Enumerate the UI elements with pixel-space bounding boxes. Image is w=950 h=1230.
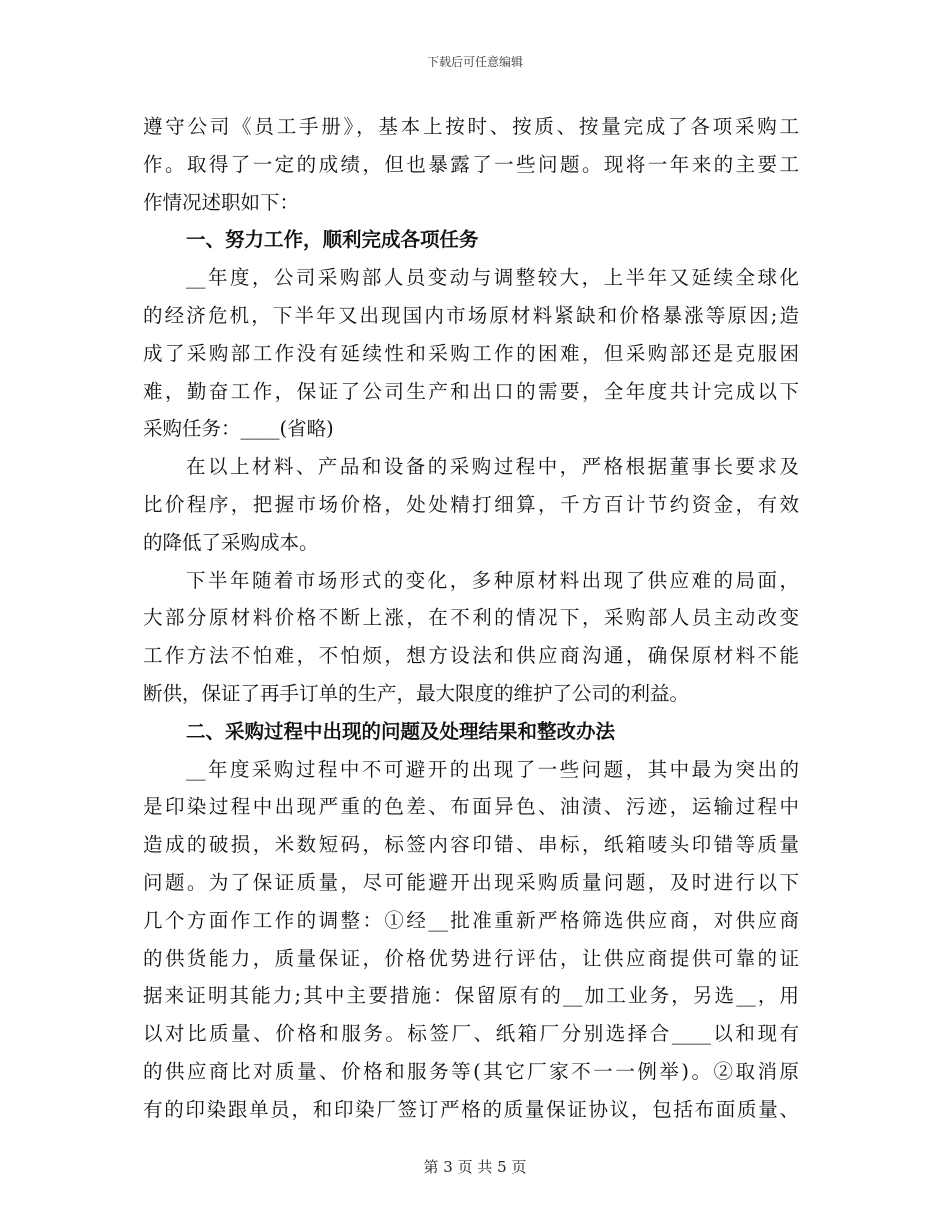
body-line: 作情况述职如下： <box>143 190 300 214</box>
body-line: 的经济危机，下半年又出现国内市场原材料紧缺和价格暴涨等原因;造 <box>143 303 799 327</box>
body-line: 采购任务：____(省略) <box>143 417 334 441</box>
body-line: 几个方面作工作的调整：①经__批准重新严格筛选供应商，对供应商 <box>143 908 799 932</box>
section-heading-2: 二、采购过程中出现的问题及处理结果和整改办法 <box>186 719 616 743</box>
body-line: 断供，保证了再手订单的生产，最大限度的维护了公司的利益。 <box>143 681 690 705</box>
body-line: 大部分原材料价格不断上涨，在不利的情况下，采购部人员主动改变 <box>143 606 799 630</box>
body-line: 比价程序，把握市场价格，处处精打细算，千方百计节约资金，有效 <box>143 492 799 516</box>
body-line: 是印染过程中出现严重的色差、布面异色、油渍、污迹，运输过程中 <box>143 795 799 819</box>
body-line: 造成的破损，米数短码，标签内容印错、串标，纸箱唛头印错等质量 <box>143 833 799 857</box>
body-line: 据来证明其能力;其中主要措施：保留原有的__加工业务，另选__，用 <box>143 984 799 1008</box>
body-line: 的供货能力，质量保证，价格优势进行评估，让供应商提供可靠的证 <box>143 946 799 970</box>
body-line: 难，勤奋工作，保证了公司生产和出口的需要，全年度共计完成以下 <box>143 379 799 403</box>
body-line: 有的印染跟单员，和印染厂签订严格的质量保证协议，包括布面质量、 <box>143 1097 799 1121</box>
body-line: 的降低了采购成本。 <box>143 530 319 554</box>
document-body <box>143 108 799 1129</box>
page-header: 下载后可任意编辑 <box>426 55 523 69</box>
body-line: 的供应商比对质量、价格和服务等(其它厂家不一一例举)。②取消原 <box>143 1059 799 1083</box>
body-line: 工作方法不怕难，不怕烦，想方设法和供应商沟通，确保原材料不能 <box>143 644 799 668</box>
body-line: 下半年随着市场形式的变化，多种原材料出现了供应难的局面， <box>186 568 799 592</box>
body-line: 以对比质量、价格和服务。标签厂、纸箱厂分别选择合____以和现有 <box>143 1022 799 1046</box>
body-line: 遵守公司《员工手册》，基本上按时、按质、按量完成了各项采购工 <box>143 115 799 138</box>
body-line: __年度，公司采购部人员变动与调整较大，上半年又延续全球化 <box>186 266 799 290</box>
body-line: 作。取得了一定的成绩，但也暴露了一些问题。现将一年来的主要工 <box>143 152 799 176</box>
body-line: 问题。为了保证质量，尽可能避开出现采购质量问题，及时进行以下 <box>143 870 799 894</box>
page-footer: 第 3 页 共 5 页 <box>423 1158 527 1176</box>
section-heading-1: 一、努力工作，顺利完成各项任务 <box>186 228 479 252</box>
body-line: 成了采购部工作没有延续性和采购工作的困难，但采购部还是克服困 <box>143 341 799 365</box>
body-line: 在以上材料、产品和设备的采购过程中，严格根据董事长要求及 <box>186 455 799 479</box>
body-line: __年度采购过程中不可避开的出现了一些问题，其中最为突出的 <box>186 757 799 781</box>
